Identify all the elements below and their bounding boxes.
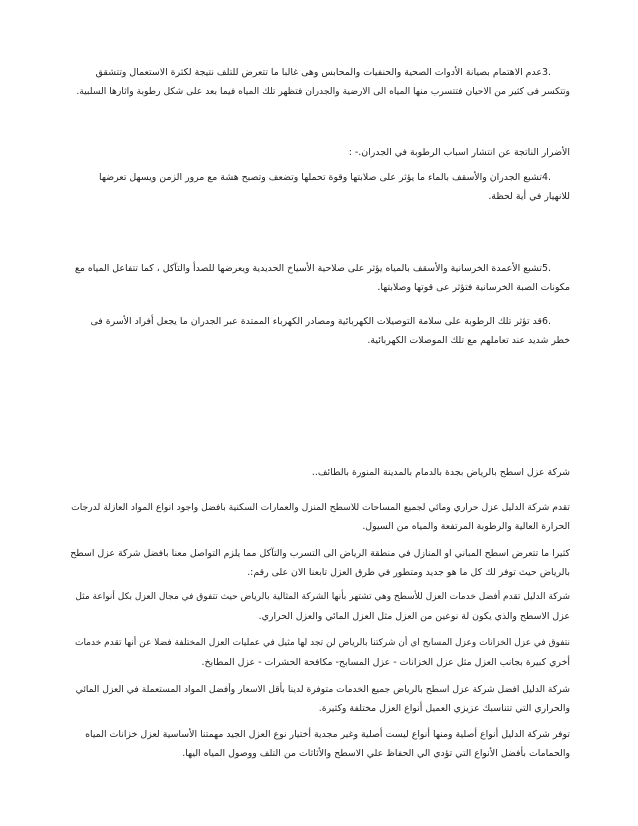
list-item-5 xyxy=(70,259,570,297)
list-number: 5. xyxy=(542,263,551,274)
paragraph-1: تقدم شركة الدليل عزل حراري ومائي لجميع المساحات للاسطح المنزل والعمارات السكنية بافضل واجود انواع المواد العازلة لدرجات الحرارة العالية والرطوبة المرتفعة والمياه من السيول. xyxy=(71,502,570,532)
list-number: 6. xyxy=(542,316,551,327)
list-item-3-line-1: 3.عدم الاهتمام بصيانة الأدوات الصحية والحنفيات والمحابس وهى غالبا ما تتعرض للتلف نتيجة لكثرة الاستعمال وتتشقق xyxy=(70,63,570,82)
list-item-5-line-2: مكونات الصبة الخرسانية فتؤثر عى قوتها وصلابتها. xyxy=(377,282,570,293)
paragraph-2: كثيرا ما تتعرض اسطح المباني او المنازل في منطقة الرياض الى التسرب والتآكل مما يلزم التواصل معنا بافضل شركة عزل اسطح بالرياض حيث توفر لك كل ما هو جديد ومتطور في طرق العزل تابعنا الان على رقم:. xyxy=(70,548,570,578)
company-title: شركة عزل اسطح بالرياض بجدة بالدمام بالمدينة المنورة بالطائف.. xyxy=(311,467,570,478)
list-item-6 xyxy=(70,312,570,350)
list-item-4 xyxy=(70,168,570,206)
list-item-4-line-1: 4.تشبع الجدران والأسقف بالماء ما يؤثر على صلابتها وقوة تحملها وتضعف وتصبح هشة مع مرور الزمن ويسهل تعرضها xyxy=(70,168,570,187)
list-item-6-line-1: 6.قد تؤثر تلك الرطوبة على سلامة التوصيلات الكهربائية ومصادر الكهرباء الممتدة عبر الجدران ما يجعل أفراد الأسرة فى xyxy=(70,312,570,331)
list-item-3 xyxy=(70,63,570,101)
paragraph-5: شركة الدليل افضل شركة عزل اسطح بالرياض جميع الخدمات متوفرة لدينا بأقل الاسعار وأفضل المواد المستعملة في العزل المائي والحراري التي تتناسبك عزيزي العميل أنواع العزل مختلفة وكثيرة. xyxy=(75,684,570,714)
list-number: 4. xyxy=(542,172,551,183)
paragraph-3: شركة الدليل تقدم أفضل خدمات العزل للأسطح وهي تشتهر بأنها الشركة المثالية بالرياض حيث تتفوق في مجال العزل بكل أنواعة مثل عزل الاسطح والذي يكون لة نوعين من العزل مثل العزل المائي والعزل الحراري. xyxy=(75,592,570,622)
list-item-3-line-2: وتتكسر فى كثير من الاحيان فتتسرب منها المياه الى الارضية والجدران فتظهر تلك المياه فيما بعد على شكل رطوبة واثارها السلبية. xyxy=(76,86,570,97)
list-item-5-line-1: 5.تشبع الأعمدة الخرسانية والأسقف بالمياه يؤثر على صلاحية الأسياخ الحديدية ويعرضها للصدأ والتآكل ، كما تتفاعل المياه مع xyxy=(70,259,570,278)
list-number: 3. xyxy=(542,67,551,78)
list-item-4-line-2: للانهيار في أية لحظة. xyxy=(488,191,570,202)
paragraph-4: نتفوق في عزل الخزانات وعزل المسابح اي أن شركتنا بالرياض لن تجد لها مثيل في عمليات العزل المختلفة فضلا عن أنها تقدم خدمات أخري كبيرة بجانب العزل مثل عزل الخزانات - عزل المسابح- مكافحة الحشرات - عزل المطابخ. xyxy=(74,638,570,668)
paragraph-6: توفر شركة الدليل أنواع أصلية ومنها أنواع ليست أصلية وغير مجدية أختيار نوع العزل الجيد مهمتنا الأساسية لعزل خزانات المياه والحمامات بأفضل الأنواع التي تؤدي الي الحفاظ علي الاسطح والأثاثات من التلف ووصول المياه اليها. xyxy=(85,729,570,759)
list-item-6-line-2: خطر شديد عند تعاملهم مع تلك الموصلات الكهربائية. xyxy=(367,335,570,346)
section-heading: الأضرار الناتجة عن انتشار اسباب الرطوبة في الجدران.- : xyxy=(348,147,570,158)
